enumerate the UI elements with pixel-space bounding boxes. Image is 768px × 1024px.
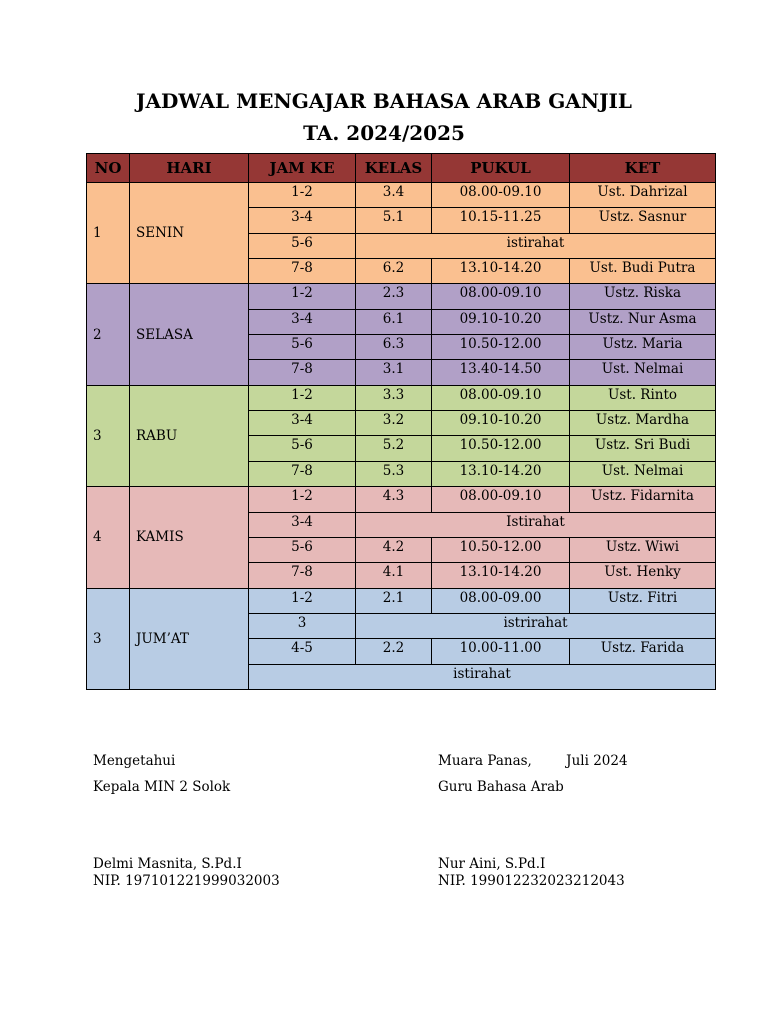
pukul-cell: 08.00-09.10: [432, 487, 570, 512]
jam-cell: 5-6: [249, 436, 356, 461]
day-name: RABU: [130, 385, 249, 486]
kelas-cell: 5.2: [356, 436, 432, 461]
jam-cell: 3: [249, 613, 356, 638]
ket-cell: Ustz. Sasnur: [570, 208, 716, 233]
right-sign-name: Nur Aini, S.Pd.I: [438, 856, 546, 872]
day-number: 2: [87, 284, 130, 385]
day-number: 3: [87, 588, 130, 689]
day-group-rabu: [87, 385, 716, 486]
day-number: 4: [87, 487, 130, 588]
header-no: NO: [87, 154, 130, 183]
kelas-cell: 6.3: [356, 335, 432, 360]
ket-cell: Ust. Budi Putra: [570, 259, 716, 284]
kelas-cell: 2.1: [356, 588, 432, 613]
table-row: [87, 183, 716, 208]
pukul-cell: 09.10-10.20: [432, 309, 570, 334]
ket-cell: Ust. Henky: [570, 563, 716, 588]
pukul-cell: 10.00-11.00: [432, 639, 570, 664]
table-row: [87, 385, 716, 410]
kelas-cell: 5.1: [356, 208, 432, 233]
table-row: [87, 284, 716, 309]
jam-cell: 1-2: [249, 588, 356, 613]
kelas-cell: 2.2: [356, 639, 432, 664]
day-name: KAMIS: [130, 487, 249, 588]
ket-cell: Ust. Rinto: [570, 385, 716, 410]
pukul-cell: 13.40-14.50: [432, 360, 570, 385]
pukul-cell: 09.10-10.20: [432, 411, 570, 436]
document-subtitle: TA. 2024/2025: [303, 121, 465, 145]
kelas-cell: 4.2: [356, 537, 432, 562]
day-group-jumat: [87, 588, 716, 689]
kelas-cell: 3.3: [356, 385, 432, 410]
jam-cell: 5-6: [249, 537, 356, 562]
pukul-cell: 10.15-11.25: [432, 208, 570, 233]
ket-cell: Ustz. Wiwi: [570, 537, 716, 562]
day-name: SELASA: [130, 284, 249, 385]
kelas-cell: 6.1: [356, 309, 432, 334]
ket-cell: Ustz. Riska: [570, 284, 716, 309]
left-sign-position: Kepala MIN 2 Solok: [93, 779, 231, 795]
document-title: JADWAL MENGAJAR BAHASA ARAB GANJIL: [136, 89, 632, 113]
jam-cell: 7-8: [249, 259, 356, 284]
ket-cell: Ustz. Fitri: [570, 588, 716, 613]
header-ket: KET: [570, 154, 716, 183]
jam-cell: 1-2: [249, 183, 356, 208]
jam-cell: 4-5: [249, 639, 356, 664]
header-pukul: PUKUL: [432, 154, 570, 183]
right-sign-place-date: Muara Panas, Juli 2024: [438, 753, 628, 769]
ket-cell: Ustz. Mardha: [570, 411, 716, 436]
kelas-cell: 4.3: [356, 487, 432, 512]
kelas-cell: 3.1: [356, 360, 432, 385]
break-note: istrirahat: [356, 613, 716, 638]
day-group-selasa: [87, 284, 716, 385]
jam-cell: 5-6: [249, 233, 356, 258]
ket-cell: Ustz. Farida: [570, 639, 716, 664]
left-sign-label: Mengetahui: [93, 753, 176, 769]
header-jam-ke: JAM KE: [249, 154, 356, 183]
pukul-cell: 10.50-12.00: [432, 335, 570, 360]
ket-cell: Ustz. Fidarnita: [570, 487, 716, 512]
jam-cell: 5-6: [249, 335, 356, 360]
day-group-kamis: [87, 487, 716, 588]
table-header-row: [87, 154, 716, 183]
table-row: [87, 588, 716, 613]
pukul-cell: 13.10-14.20: [432, 563, 570, 588]
day-name: JUM’AT: [130, 588, 249, 689]
break-note: istirahat: [356, 233, 716, 258]
jam-cell: 3-4: [249, 309, 356, 334]
jam-cell: 7-8: [249, 360, 356, 385]
jam-cell: 1-2: [249, 487, 356, 512]
pukul-cell: 08.00-09.10: [432, 284, 570, 309]
kelas-cell: 3.2: [356, 411, 432, 436]
ket-cell: Ustz. Maria: [570, 335, 716, 360]
ket-cell: Ustz. Nur Asma: [570, 309, 716, 334]
day-number: 3: [87, 385, 130, 486]
kelas-cell: 2.3: [356, 284, 432, 309]
jam-cell: 3-4: [249, 208, 356, 233]
kelas-cell: 6.2: [356, 259, 432, 284]
ket-cell: Ust. Nelmai: [570, 360, 716, 385]
jam-cell: 7-8: [249, 563, 356, 588]
pukul-cell: 08.00-09.10: [432, 385, 570, 410]
pukul-cell: 10.50-12.00: [432, 436, 570, 461]
ket-cell: Ust. Nelmai: [570, 461, 716, 486]
ket-cell: Ustz. Sri Budi: [570, 436, 716, 461]
header-kelas: KELAS: [356, 154, 432, 183]
ket-cell: Ust. Dahrizal: [570, 183, 716, 208]
pukul-cell: 08.00-09.00: [432, 588, 570, 613]
right-sign-position: Guru Bahasa Arab: [438, 779, 564, 795]
right-sign-nip: NIP. 199012232023212043: [438, 873, 625, 889]
jam-cell: 1-2: [249, 385, 356, 410]
kelas-cell: 5.3: [356, 461, 432, 486]
jam-cell: 1-2: [249, 284, 356, 309]
day-number: 1: [87, 183, 130, 284]
kelas-cell: 4.1: [356, 563, 432, 588]
jam-cell: 7-8: [249, 461, 356, 486]
left-sign-name: Delmi Masnita, S.Pd.I: [93, 856, 242, 872]
header-hari: HARI: [130, 154, 249, 183]
break-note: Istirahat: [356, 512, 716, 537]
table-row: [87, 487, 716, 512]
day-group-senin: [87, 183, 716, 284]
jam-cell: 3-4: [249, 411, 356, 436]
pukul-cell: 10.50-12.00: [432, 537, 570, 562]
left-sign-nip: NIP. 197101221999032003: [93, 873, 280, 889]
pukul-cell: 08.00-09.10: [432, 183, 570, 208]
kelas-cell: 3.4: [356, 183, 432, 208]
jam-cell: 3-4: [249, 512, 356, 537]
day-name: SENIN: [130, 183, 249, 284]
pukul-cell: 13.10-14.20: [432, 259, 570, 284]
schedule-table: [86, 153, 716, 690]
pukul-cell: 13.10-14.20: [432, 461, 570, 486]
break-note: istirahat: [249, 664, 716, 689]
